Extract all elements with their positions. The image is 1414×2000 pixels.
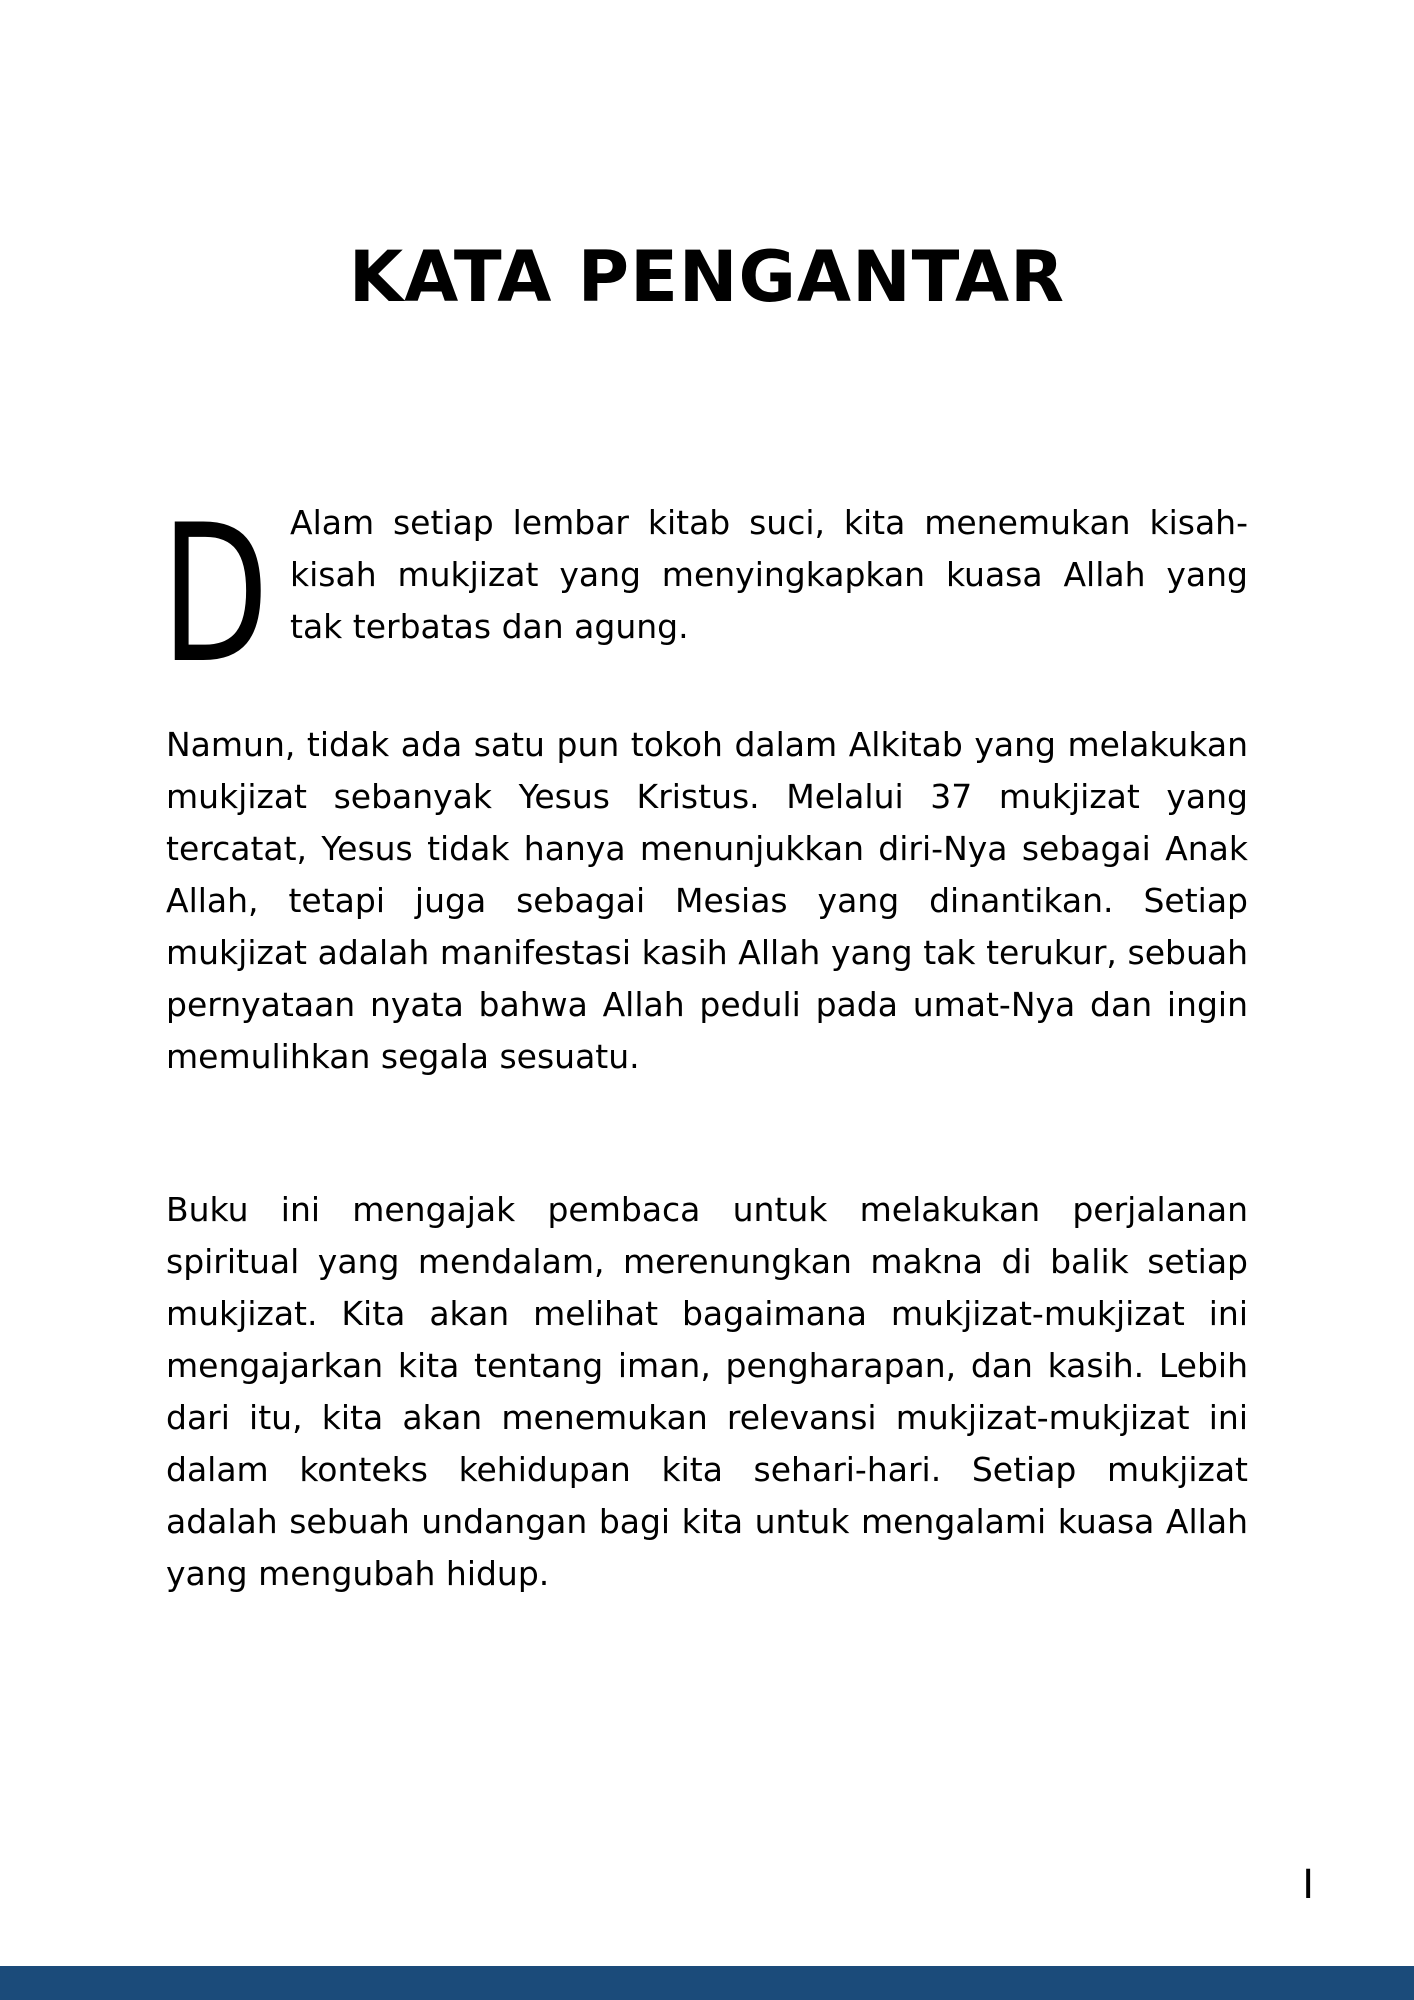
footer-bar bbox=[0, 1966, 1414, 2000]
intro-paragraph: Alam setiap lembar kitab suci, kita menemukan kisah-kisah mukjizat yang menyingkapkan kuasa Allah yang tak terbatas dan agung. bbox=[290, 503, 1248, 646]
drop-cap-letter: D bbox=[161, 484, 269, 705]
drop-cap bbox=[161, 480, 269, 705]
page-title: KATA PENGANTAR bbox=[348, 236, 1066, 318]
body-paragraph-2: Buku ini mengajak pembaca untuk melakukan perjalanan spiritual yang mendalam, merenungkan makna di balik setiap mukjizat. Kita akan melihat bagaimana mukjizat-mukjizat ini mengajarkan kita tentang iman, pengharapan, dan kasih. Lebih dari itu, kita akan menemukan relevansi mukjizat-mukjizat ini dalam konteks kehidupan kita sehari-hari. Setiap mukjizat adalah sebuah undangan bagi kita untuk mengalami kuasa Allah yang mengubah hidup. bbox=[166, 1190, 1248, 1593]
page-number: I bbox=[1302, 1862, 1314, 1908]
body-paragraph-1: Namun, tidak ada satu pun tokoh dalam Alkitab yang melakukan mukjizat sebanyak Yesus Kristus. Melalui 37 mukjizat yang tercatat, Yesus tidak hanya menunjukkan diri-Nya sebagai Anak Allah, tetapi juga sebagai Mesias yang dinantikan. Setiap mukjizat adalah manifestasi kasih Allah yang tak terukur, sebuah pernyataan nyata bahwa Allah peduli pada umat-Nya dan ingin memulihkan segala sesuatu. bbox=[166, 725, 1248, 1076]
